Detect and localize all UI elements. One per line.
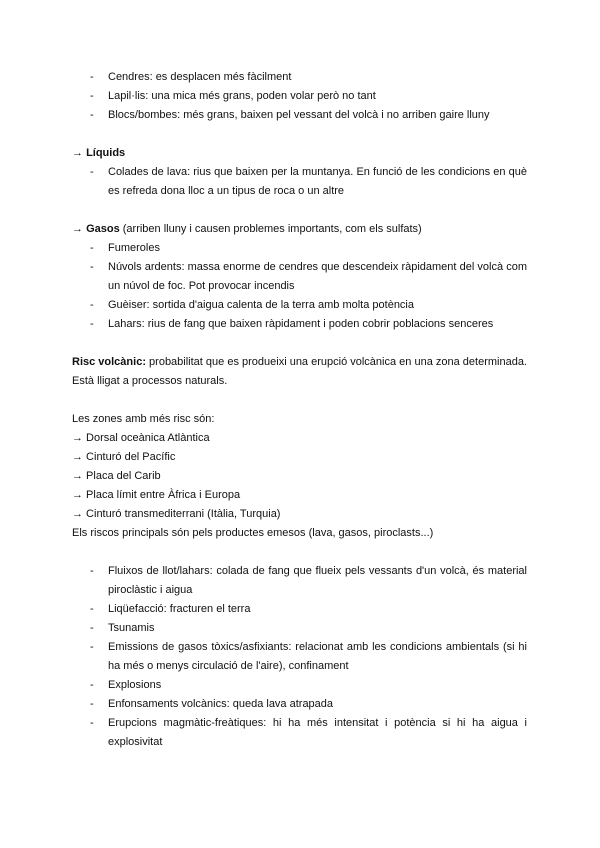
zone-item: → Cinturó transmediterrani (Itàlia, Turquia) <box>72 508 281 520</box>
bullet-dash: - <box>90 242 94 254</box>
item-text: Fluixos de llot/lahars: colada de fang que flueix pels vessants d'un volcà, és material piroclàstic i aigua <box>108 565 527 596</box>
list-item <box>72 87 527 106</box>
zones-intro: Les zones amb més risc són: <box>72 413 215 425</box>
list-item <box>72 695 527 714</box>
list-item <box>72 638 527 676</box>
heading-text: Gasos <box>86 223 120 235</box>
list-item <box>72 106 527 125</box>
item-text: Blocs/bombes: més grans, baixen pel vessant del volcà i no arriben gaire lluny <box>108 109 490 121</box>
bullet-dash: - <box>90 565 94 577</box>
bullet-dash: - <box>90 717 94 729</box>
list-item <box>72 68 527 87</box>
document-page <box>72 68 527 752</box>
item-text: Guèiser: sortida d'aigua calenta de la terra amb molta potència <box>108 299 414 311</box>
list-item <box>72 315 527 334</box>
list-item <box>72 600 527 619</box>
heading-text: Líquids <box>86 147 126 159</box>
item-text: Erupcions magmàtic-freàtiques: hi ha més intensitat i potència si hi ha aigua i explosivitat <box>108 717 527 748</box>
bullet-dash: - <box>90 318 94 330</box>
item-text: Núvols ardents: massa enorme de cendres que descendeix ràpidament del volcà com un núvol de foc. Pot provocar incendis <box>108 261 527 292</box>
item-text: Cendres: es desplacen més fàcilment <box>108 71 292 83</box>
item-text: Enfonsaments volcànics: queda lava atrapada <box>108 698 334 710</box>
item-text: Emissions de gasos tòxics/asfixiants: relacionat amb les condicions ambientals (si hi ha més o menys circulació de l'aire), confinament <box>108 641 527 672</box>
list-item <box>72 714 527 752</box>
bullet-dash: - <box>90 641 94 653</box>
item-text: Lapil·lis: una mica més grans, poden volar però no tant <box>108 90 376 102</box>
zone-item: → Dorsal oceànica Atlàntica <box>72 432 210 444</box>
bullet-dash: - <box>90 698 94 710</box>
definition-text: probabilitat que es produeixi una erupció volcànica en una zona determinada. Està lligat a processos naturals. <box>72 356 527 387</box>
zone-item: → Placa del Carib <box>72 470 161 482</box>
arrow-icon: → <box>72 223 83 235</box>
zone-item: → Cinturó del Pacífic <box>72 451 176 463</box>
item-text: Fumeroles <box>108 242 160 254</box>
bullet-dash: - <box>90 622 94 634</box>
list-item <box>72 562 527 600</box>
item-text: Tsunamis <box>108 622 155 634</box>
bullet-dash: - <box>90 299 94 311</box>
liquids-list <box>72 163 527 201</box>
list-item <box>72 619 527 638</box>
item-text: Lahars: rius de fang que baixen ràpidament i poden cobrir poblacions senceres <box>108 318 494 330</box>
item-text: Liqüefacció: fracturen el terra <box>108 603 251 615</box>
bullet-dash: - <box>90 90 94 102</box>
bullet-dash: - <box>90 603 94 615</box>
item-text: Explosions <box>108 679 162 691</box>
list-item <box>72 296 527 315</box>
list-item <box>72 163 527 201</box>
gasos-heading <box>72 220 527 239</box>
heading-note: (arriben lluny i causen problemes importants, com els sulfats) <box>119 223 422 235</box>
liquids-heading <box>72 144 527 163</box>
list-item <box>72 258 527 296</box>
list-item <box>72 239 527 258</box>
zones-outro: Els riscos principals són pels productes emesos (lava, gasos, piroclasts...) <box>72 527 434 539</box>
list-item <box>72 676 527 695</box>
bullet-dash: - <box>90 109 94 121</box>
bullet-dash: - <box>90 679 94 691</box>
riscos-list <box>72 562 527 752</box>
arrow-icon: → <box>72 147 83 159</box>
item-text: Colades de lava: rius que baixen per la muntanya. En funció de les condicions en què es refreda dona lloc a un tipus de roca o un altre <box>108 166 527 197</box>
zone-item: → Placa límit entre Àfrica i Europa <box>72 489 241 501</box>
gasos-list <box>72 239 527 334</box>
bullet-dash: - <box>90 71 94 83</box>
bullet-dash: - <box>90 166 94 178</box>
risc-definition <box>72 353 527 391</box>
piroclasts-list <box>72 68 527 125</box>
term: Risc volcànic: <box>72 356 146 368</box>
bullet-dash: - <box>90 261 94 273</box>
